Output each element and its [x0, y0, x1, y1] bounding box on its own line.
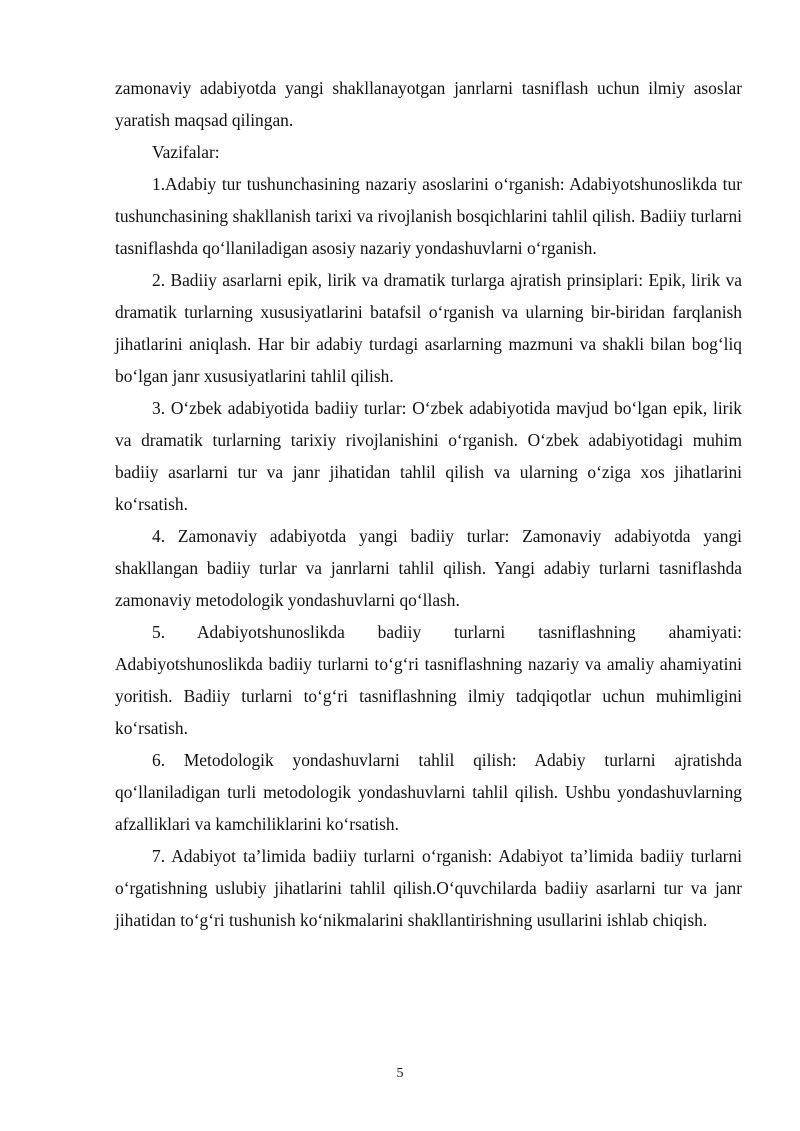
page-number: 5 [396, 1066, 404, 1081]
task-6-paragraph: 6. Metodologik yondashuvlarni tahlil qilish: Adabiy turlarni ajratishda qo‘llaniladigan turli metodologik yondashuvlarni tahlil qilish. Ushbu yondashuvlarning afzalliklari va kamchiliklarini ko‘rsatish. [115, 750, 742, 834]
task-4-paragraph: 4. Zamonaviy adabiyotda yangi badiiy turlar: Zamonaviy adabiyotda yangi shakllangan badiiy turlar va janrlarni tahlil qilish. Yangi adabiy turlarni tasniflashda zamonaviy metodologik yondashuvlarni qo‘llash. [115, 526, 742, 610]
task-3-paragraph: 3. O‘zbek adabiyotida badiiy turlar: O‘zbek adabiyotida mavjud bo‘lgan epik, lirik va dramatik turlarning tarixiy rivojlanishini o‘rganish. O‘zbek adabiyotidagi muhim badiiy asarlarni tur va janr jihatidan tahlil qilish va ularning o‘ziga xos jihatlarini ko‘rsatish. [115, 398, 742, 514]
task-1-paragraph: 1.Adabiy tur tushunchasining nazariy asoslarini o‘rganish: Adabiyotshunoslikda tur tushunchasining shakllanish tarixi va rivojlanish bosqichlarini tahlil qilish. Badiiy turlarni tasniflashda qo‘llaniladigan asosiy nazariy yondashuvlarni o‘rganish. [115, 174, 742, 258]
body-text [115, 72, 742, 936]
task-5-paragraph: 5. Adabiyotshunoslikda badiiy turlarni tasniflashning ahamiyati: Adabiyotshunoslikda badiiy turlarni to‘g‘ri tasniflashning nazariy va amaliy ahamiyatini yoritish. Badiiy turlarni to‘g‘ri tasniflashning ilmiy tadqiqotlar uchun muhimligini ko‘rsatish. [115, 622, 742, 738]
task-7-paragraph: 7. Adabiyot ta’limida badiiy turlarni o‘rganish: Adabiyot ta’limida badiiy turlarni o‘rgatishning uslubiy jihatlarini tahlil qilish.O‘quvchilarda badiiy asarlarni tur va janr jihatidan to‘g‘ri tushunish ko‘nikmalarini shakllantirishning usullarini ishlab chiqish. [115, 846, 742, 930]
task-2-paragraph: 2. Badiiy asarlarni epik, lirik va dramatik turlarga ajratish prinsiplari: Epik, lirik va dramatik turlarning xususiyatlarini batafsil o‘rganish va ularning bir-biridan farqlanish jihatlarini aniqlash. Har bir adabiy turdagi asarlarning mazmuni va shakli bilan bog‘liq bo‘lgan janr xususiyatlarini tahlil qilish. [115, 270, 742, 386]
paragraph-continuation: zamonaviy adabiyotda yangi shakllanayotgan janrlarni tasniflash uchun ilmiy asoslar yaratish maqsad qilingan. [115, 78, 742, 130]
tasks-heading: Vazifalar: [152, 142, 220, 162]
